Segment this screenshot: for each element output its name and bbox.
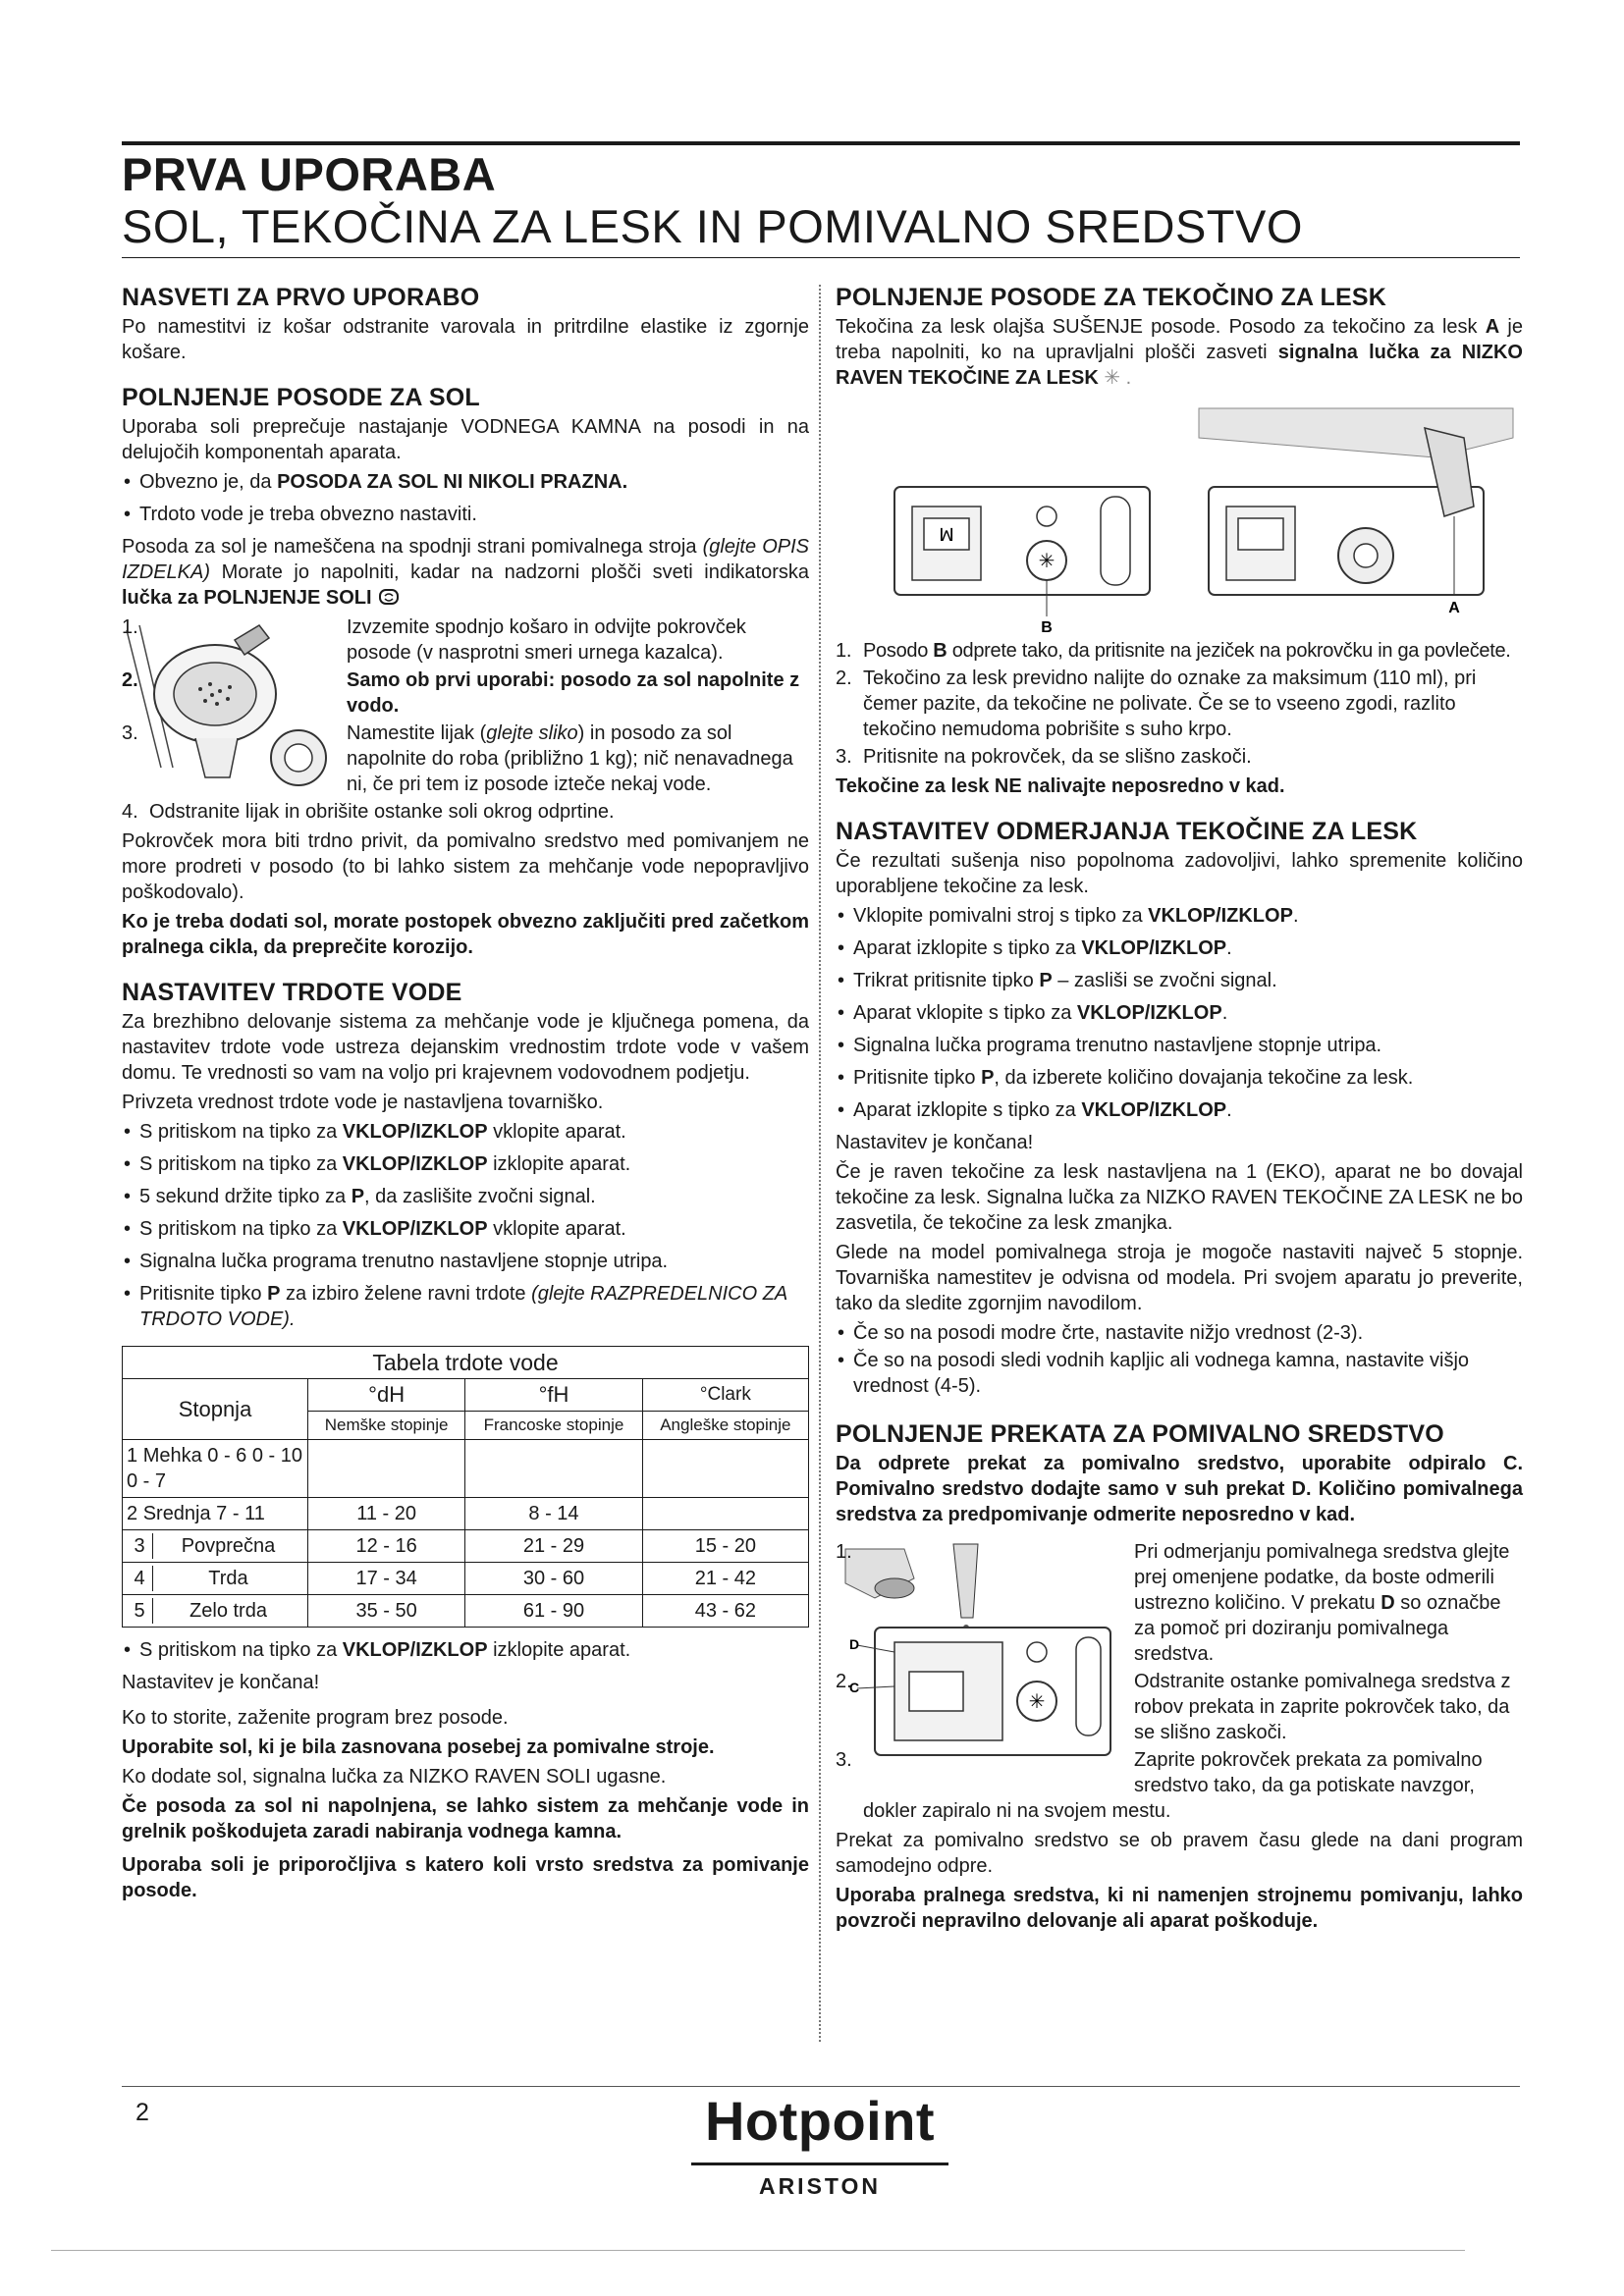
- warning-paragraph: Tekočine za lesk NE nalivajte neposredno v kad.: [836, 775, 1285, 797]
- warning-paragraph: Ko je treba dodati sol, morate postopek obvezno zaključiti pred začetkom pralnega cikla, da preprečite korozijo.: [122, 911, 809, 958]
- rinse-aid-dispenser-illustration: [836, 399, 1523, 634]
- list-item: • Vklopite pomivalni stroj s tipko za VKLOP/IZKLOP.: [836, 903, 1523, 929]
- brand-logo-rule: [691, 2163, 948, 2165]
- paragraph: Uporaba soli je priporočljiva s katero koli vrsto sredstva za pomivanje posode.: [122, 1854, 809, 1901]
- section-heading: NASVETI ZA PRVO UPORABO: [122, 284, 480, 311]
- list-item: • Če so na posodi modre črte, nastavite nižjo vrednost (2-3).: [836, 1320, 1523, 1346]
- paragraph: Po namestitvi iz košar odstranite varovala in pritrdilne elastike iz zgornje košare.: [122, 316, 809, 363]
- list-item: 2. Samo ob prvi uporabi: posodo za sol napolnite z vodo.: [122, 669, 800, 717]
- table-row: 5 Zelo trda 35 - 50 61 - 90 43 - 62: [123, 1595, 809, 1628]
- footer-rule: [122, 2086, 1520, 2087]
- list-item: 1. Izvzemite spodnjo košaro in odvijte pokrovček posode (v nasprotni smeri urnega kazalca).: [122, 616, 746, 664]
- salt-fill-block: [122, 614, 809, 828]
- paragraph: Pokrovček mora biti trdno privit, da pomivalno sredstvo med pomivanjem ne more prodreti v posodo (to bi lahko sistem za mehčanje vode nepopravljivo poškodovalo).: [122, 830, 809, 903]
- table-header-sub: Nemške stopinje: [308, 1412, 465, 1440]
- table-header: °fH: [465, 1379, 642, 1412]
- list-item: • S pritiskom na tipko za VKLOP/IZKLOP vklopite aparat.: [122, 1119, 809, 1145]
- table-header-sub: Francoske stopinje: [465, 1412, 642, 1440]
- list-item: 1. Pri odmerjanju pomivalnega sredstva glejte prej omenjene podatke, da boste odmerili ustrezno količino. V prekatu D so označbe za pomoč pri doziranju pomivalnega sredstva.: [836, 1541, 1510, 1665]
- paragraph: Privzeta vrednost trdote vode je nastavljena tovarniško.: [122, 1092, 604, 1113]
- list-item: 3. Pritisnite na pokrovček, da se slišno zaskoči.: [836, 746, 1252, 768]
- table-row: 1 Mehka 0 - 6 0 - 10 0 - 7: [123, 1440, 809, 1498]
- paragraph: Za brezhibno delovanje sistema za mehčanje vode je ključnega pomena, da nastavitev trdote vode ustreza dejanskim vrednostim trdote vode v vašem domu. Te vrednosti so vam na voljo pri krajevnem vodovodnem podjetju.: [122, 1011, 809, 1084]
- bullet-list: [836, 903, 1523, 1123]
- table-row: 2 Srednja 7 - 11 11 - 20 8 - 14: [123, 1498, 809, 1530]
- figure-label-b: B: [1041, 619, 1053, 634]
- list-item: • S pritiskom na tipko za VKLOP/IZKLOP izklopite aparat.: [122, 1637, 809, 1663]
- section-heading: POLNJENJE PREKATA ZA POMIVALNO SREDSTVO: [836, 1420, 1444, 1448]
- paragraph: Ko to storite, zaženite program brez posode.: [122, 1707, 509, 1729]
- column-divider: [819, 285, 821, 2042]
- table-header-sub: Angleške stopinje: [642, 1412, 808, 1440]
- list-item: • Aparat vklopite s tipko za VKLOP/IZKLOP.: [836, 1000, 1523, 1026]
- brand-logo-sub: ARISTON: [758, 2173, 882, 2199]
- table-header: °Clark: [642, 1379, 808, 1412]
- list-item: • Signalna lučka programa trenutno nastavljene stopnje utripa.: [836, 1033, 1523, 1058]
- right-column: [836, 283, 1523, 1938]
- list-item: • Trdoto vode je treba obvezno nastaviti.: [122, 502, 809, 527]
- bottom-rule: [51, 2250, 1465, 2251]
- paragraph: Prekat za pomivalno sredstvo se ob pravem času glede na dani program samodejno odpre.: [836, 1830, 1523, 1877]
- list-item: 1. Posodo B odprete tako, da pritisnite na jeziček na pokrovčku in ga povlečete.: [836, 640, 1511, 662]
- numbered-steps: [836, 1539, 1523, 1824]
- table-header: °dH: [308, 1379, 465, 1412]
- salt-indicator-icon: [377, 587, 401, 607]
- list-item: • Pritisnite tipko P, da izberete količino dovajanja tekočine za lesk.: [836, 1065, 1523, 1091]
- list-item: 3. Namestite lijak (glejte sliko) in posodo za sol napolnite do roba (približno 1 kg); nič nenavadnega ni, če pri tem iz posode izteče nekaj vode.: [122, 722, 793, 795]
- title-rule: [122, 257, 1520, 258]
- list-item: 2. Tekočino za lesk previdno nalijte do oznake za maksimum (110 ml), pri čemer pazite, da tekočine ne polivate. Če se to vseeno zgodi, razlito tekočino nemudoma pobrišite s suho krpo.: [836, 667, 1477, 740]
- svg-text:ꟽ: ꟽ: [939, 525, 954, 545]
- list-item: • Aparat izklopite s tipko za VKLOP/IZKLOP.: [836, 935, 1523, 961]
- section-heading: NASTAVITEV TRDOTE VODE: [122, 979, 462, 1006]
- list-item: 4. Odstranite lijak in obrišite ostanke soli okrog odprtine.: [122, 801, 615, 823]
- warning-paragraph: Uporaba pralnega sredstva, ki ni namenjen strojnemu pomivanju, lahko povzroči nepravilno delovanje ali aparat poškoduje.: [836, 1885, 1523, 1932]
- section-heading: POLNJENJE POSODE ZA TEKOČINO ZA LESK: [836, 284, 1386, 311]
- figure-label-d: D: [849, 1636, 860, 1652]
- list-item: • S pritiskom na tipko za VKLOP/IZKLOP izklopite aparat.: [122, 1151, 809, 1177]
- paragraph: Če je raven tekočine za lesk nastavljena na 1 (EKO), aparat ne bo dovajal tekočine za lesk. Signalna lučka za NIZKO RAVEN TEKOČINE ZA LESK ne bo zasvetila, če tekočine za lesk zmanjka.: [836, 1161, 1523, 1234]
- svg-text:✳: ✳: [1038, 551, 1056, 572]
- list-item: • Če so na posodi sledi vodnih kapljic ali vodnega kamna, nastavite višjo vrednost (4-5).: [836, 1348, 1523, 1399]
- list-item: • Pritisnite tipko P za izbiro želene ravni trdote (glejte RAZPREDELNICO ZA TRDOTO VODE).: [122, 1281, 809, 1332]
- list-item: • Aparat izklopite s tipko za VKLOP/IZKLOP.: [836, 1097, 1523, 1123]
- top-rule: [122, 141, 1520, 145]
- left-column: [122, 283, 809, 1907]
- section-heading: NASTAVITEV ODMERJANJA TEKOČINE ZA LESK: [836, 818, 1418, 845]
- paragraph: Nastavitev je končana!: [122, 1672, 320, 1693]
- paragraph: Če rezultati sušenja niso popolnoma zadovoljivi, lahko spremenite količino uporabljene tekočine za lesk.: [836, 850, 1523, 897]
- list-item: • Trikrat pritisnite tipko P – zasliši se zvočni signal.: [836, 968, 1523, 993]
- paragraph: Posoda za sol je nameščena na spodnji strani pomivalnega stroja (glejte OPIS IZDELKA) Morate jo napolniti, kadar na nadzorni plošči sveti indikatorska lučka za POLNJENJE SOLI: [122, 536, 810, 609]
- page-title: PRVA UPORABA: [122, 148, 497, 200]
- page-subtitle: SOL, TEKOČINA ZA LESK IN POMIVALNO SREDSTVO: [122, 200, 1303, 252]
- list-item: • S pritiskom na tipko za VKLOP/IZKLOP vklopite aparat.: [122, 1216, 809, 1242]
- list-item: • Obvezno je, da POSODA ZA SOL NI NIKOLI PRAZNA.: [122, 469, 809, 495]
- bullet-list: [836, 1320, 1523, 1399]
- section-heading: POLNJENJE POSODE ZA SOL: [122, 384, 480, 411]
- brand-logo: Hotpoint: [704, 2090, 936, 2152]
- page-number: 2: [135, 2099, 149, 2126]
- bullet-list: [122, 469, 809, 527]
- list-item: 2. Odstranite ostanke pomivalnega sredstva z robov prekata in zaprite pokrovček tako, da se slišno zaskoči.: [836, 1671, 1511, 1743]
- paragraph: Tekočina za lesk olajša SUŠENJE posode. Posodo za tekočino za lesk A je treba napolniti, ko na upravljalni plošči zasveti signalna lučka za NIZKO RAVEN TEKOČINE ZA LESK ✳ .: [836, 316, 1523, 389]
- water-hardness-table: [122, 1346, 809, 1628]
- table-row: 3 Povprečna 12 - 16 21 - 29 15 - 20: [123, 1530, 809, 1563]
- detergent-fill-block: [836, 1531, 1523, 1828]
- paragraph: Če posoda za sol ni napolnjena, se lahko sistem za mehčanje vode in grelnik poškodujeta zaradi nabiranja vodnega kamna.: [122, 1795, 809, 1842]
- list-item: • 5 sekund držite tipko za P, da zaslišite zvočni signal.: [122, 1184, 809, 1209]
- bullet-list: [122, 1119, 809, 1332]
- paragraph: Nastavitev je končana!: [836, 1132, 1034, 1153]
- bullet-list: [122, 1637, 809, 1663]
- table-caption: Tabela trdote vode: [123, 1347, 809, 1379]
- numbered-steps: [836, 638, 1523, 770]
- list-item: 3. Zaprite pokrovček prekata za pomivalno sredstvo tako, da ga potiskate navzgor, dokler zapiralo ni na svojem mestu.: [836, 1749, 1483, 1822]
- paragraph: Da odprete prekat za pomivalno sredstvo, uporabite odpiralo C. Pomivalno sredstvo dodajte samo v suh prekat D. Količino pomivalnega sredstva za predpomivanje odmerite neposredno v kad.: [836, 1453, 1523, 1525]
- rinse-aid-indicator-icon: ✳ .: [1098, 367, 1132, 389]
- list-item: • Signalna lučka programa trenutno nastavljene stopnje utripa.: [122, 1249, 809, 1274]
- figure-label-c: C: [849, 1680, 860, 1695]
- paragraph: Uporaba soli preprečuje nastajanje VODNEGA KAMNA na posodi in na delujočih komponentah aparata.: [122, 416, 809, 463]
- table-header: Stopnja: [123, 1379, 308, 1440]
- paragraph: Uporabite sol, ki je bila zasnovana posebej za pomivalne stroje.: [122, 1736, 715, 1758]
- paragraph: Glede na model pomivalnega stroja je mogoče nastaviti največ 5 stopnje. Tovarniška namestitev je odvisna od modela. Pri svojem aparatu jo preverite, tako da sledite zgornjim navodilom.: [836, 1242, 1523, 1314]
- table-row: 4 Trda 17 - 34 30 - 60 21 - 42: [123, 1563, 809, 1595]
- figure-label-a: A: [1448, 600, 1460, 616]
- paragraph: Ko dodate sol, signalna lučka za NIZKO RAVEN SOLI ugasne.: [122, 1766, 667, 1788]
- svg-text:✳: ✳: [1028, 1691, 1046, 1713]
